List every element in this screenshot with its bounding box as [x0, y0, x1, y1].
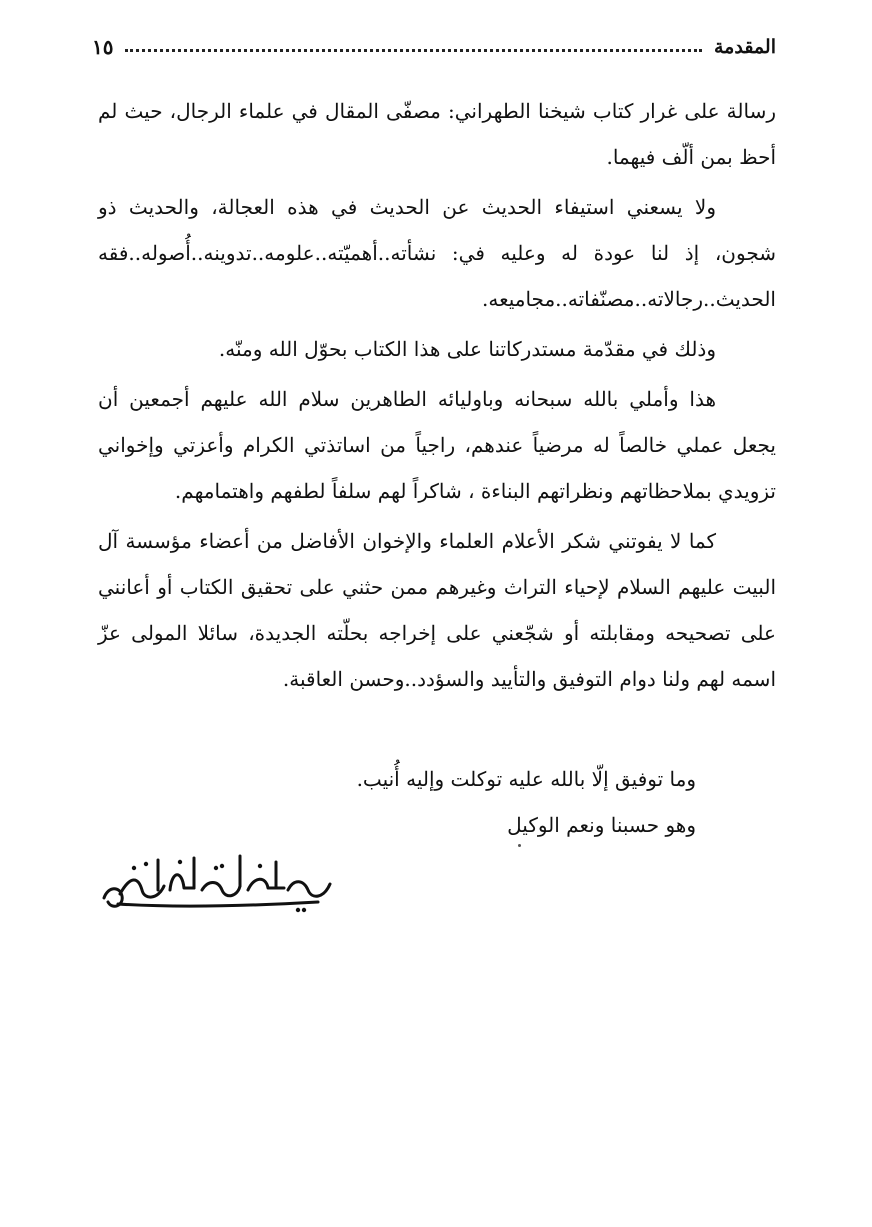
page-header — [92, 30, 776, 64]
page-number: ١٥ — [92, 35, 114, 59]
paragraph-3: وذلك في مقدّمة مستدركاتنا على هذا الكتاب بحوّل الله ومنّه. — [218, 337, 716, 361]
section-title: المقدمة — [713, 36, 776, 58]
closing-line-2: وهو حسبنا ونعم الوكيل — [507, 813, 696, 837]
paragraph-5: كما لا يفوتني شكر الأعلام العلماء والإخوان الأفاضل من أعضاء مؤسسة آل البيت عليهم السلام لإحياء التراث وغيرهم ممن حثني على تحقيق الكتاب أو أعانني على تصحيحه ومقابلته أو شجّعني على إخراجه بحلّته الجديدة، سائلا المولى عزّ اسمه لهم ولنا دوام التوفيق والتأييد والسؤدد..وحسن العاقبة. — [98, 529, 776, 691]
body-text — [98, 88, 776, 706]
closing-lines — [357, 756, 696, 848]
paragraph-1: رسالة على غرار كتاب شيخنا الطهراني: مصفّى المقال في علماء الرجال، حيث لم أحظ بمن ألّف فيهما. — [98, 99, 776, 169]
closing-line-1: وما توفيق إلّا بالله عليه توكلت وإليه أُنيب. — [356, 767, 696, 791]
paragraph-2: ولا يسعني استيفاء الحديث عن الحديث في هذه العجالة، والحديث ذو شجون، إذ لنا عودة له وعليه في: نشأته..أهميّته..علومه..تدوينه..أُصوله..فقه الحديث..رجالاته..مصنّفاته..مجاميعه. — [98, 195, 776, 311]
calligraphic-signature — [98, 846, 338, 916]
stray-dot — [518, 844, 521, 847]
paragraph-4: هذا وأملي بالله سبحانه وباوليائه الطاهرين سلام الله عليهم أجمعين أن يجعل عملي خالصاً له مرضياً عندهم، راجياً من اساتذتي الكرام وأعزتي وإخواني تزويدي بملاحظاتهم ونظراتهم البناءة ، شاكراً لهم سلفاً لطفهم واهتمامهم. — [98, 387, 776, 503]
header-dotted-leader — [125, 49, 702, 52]
